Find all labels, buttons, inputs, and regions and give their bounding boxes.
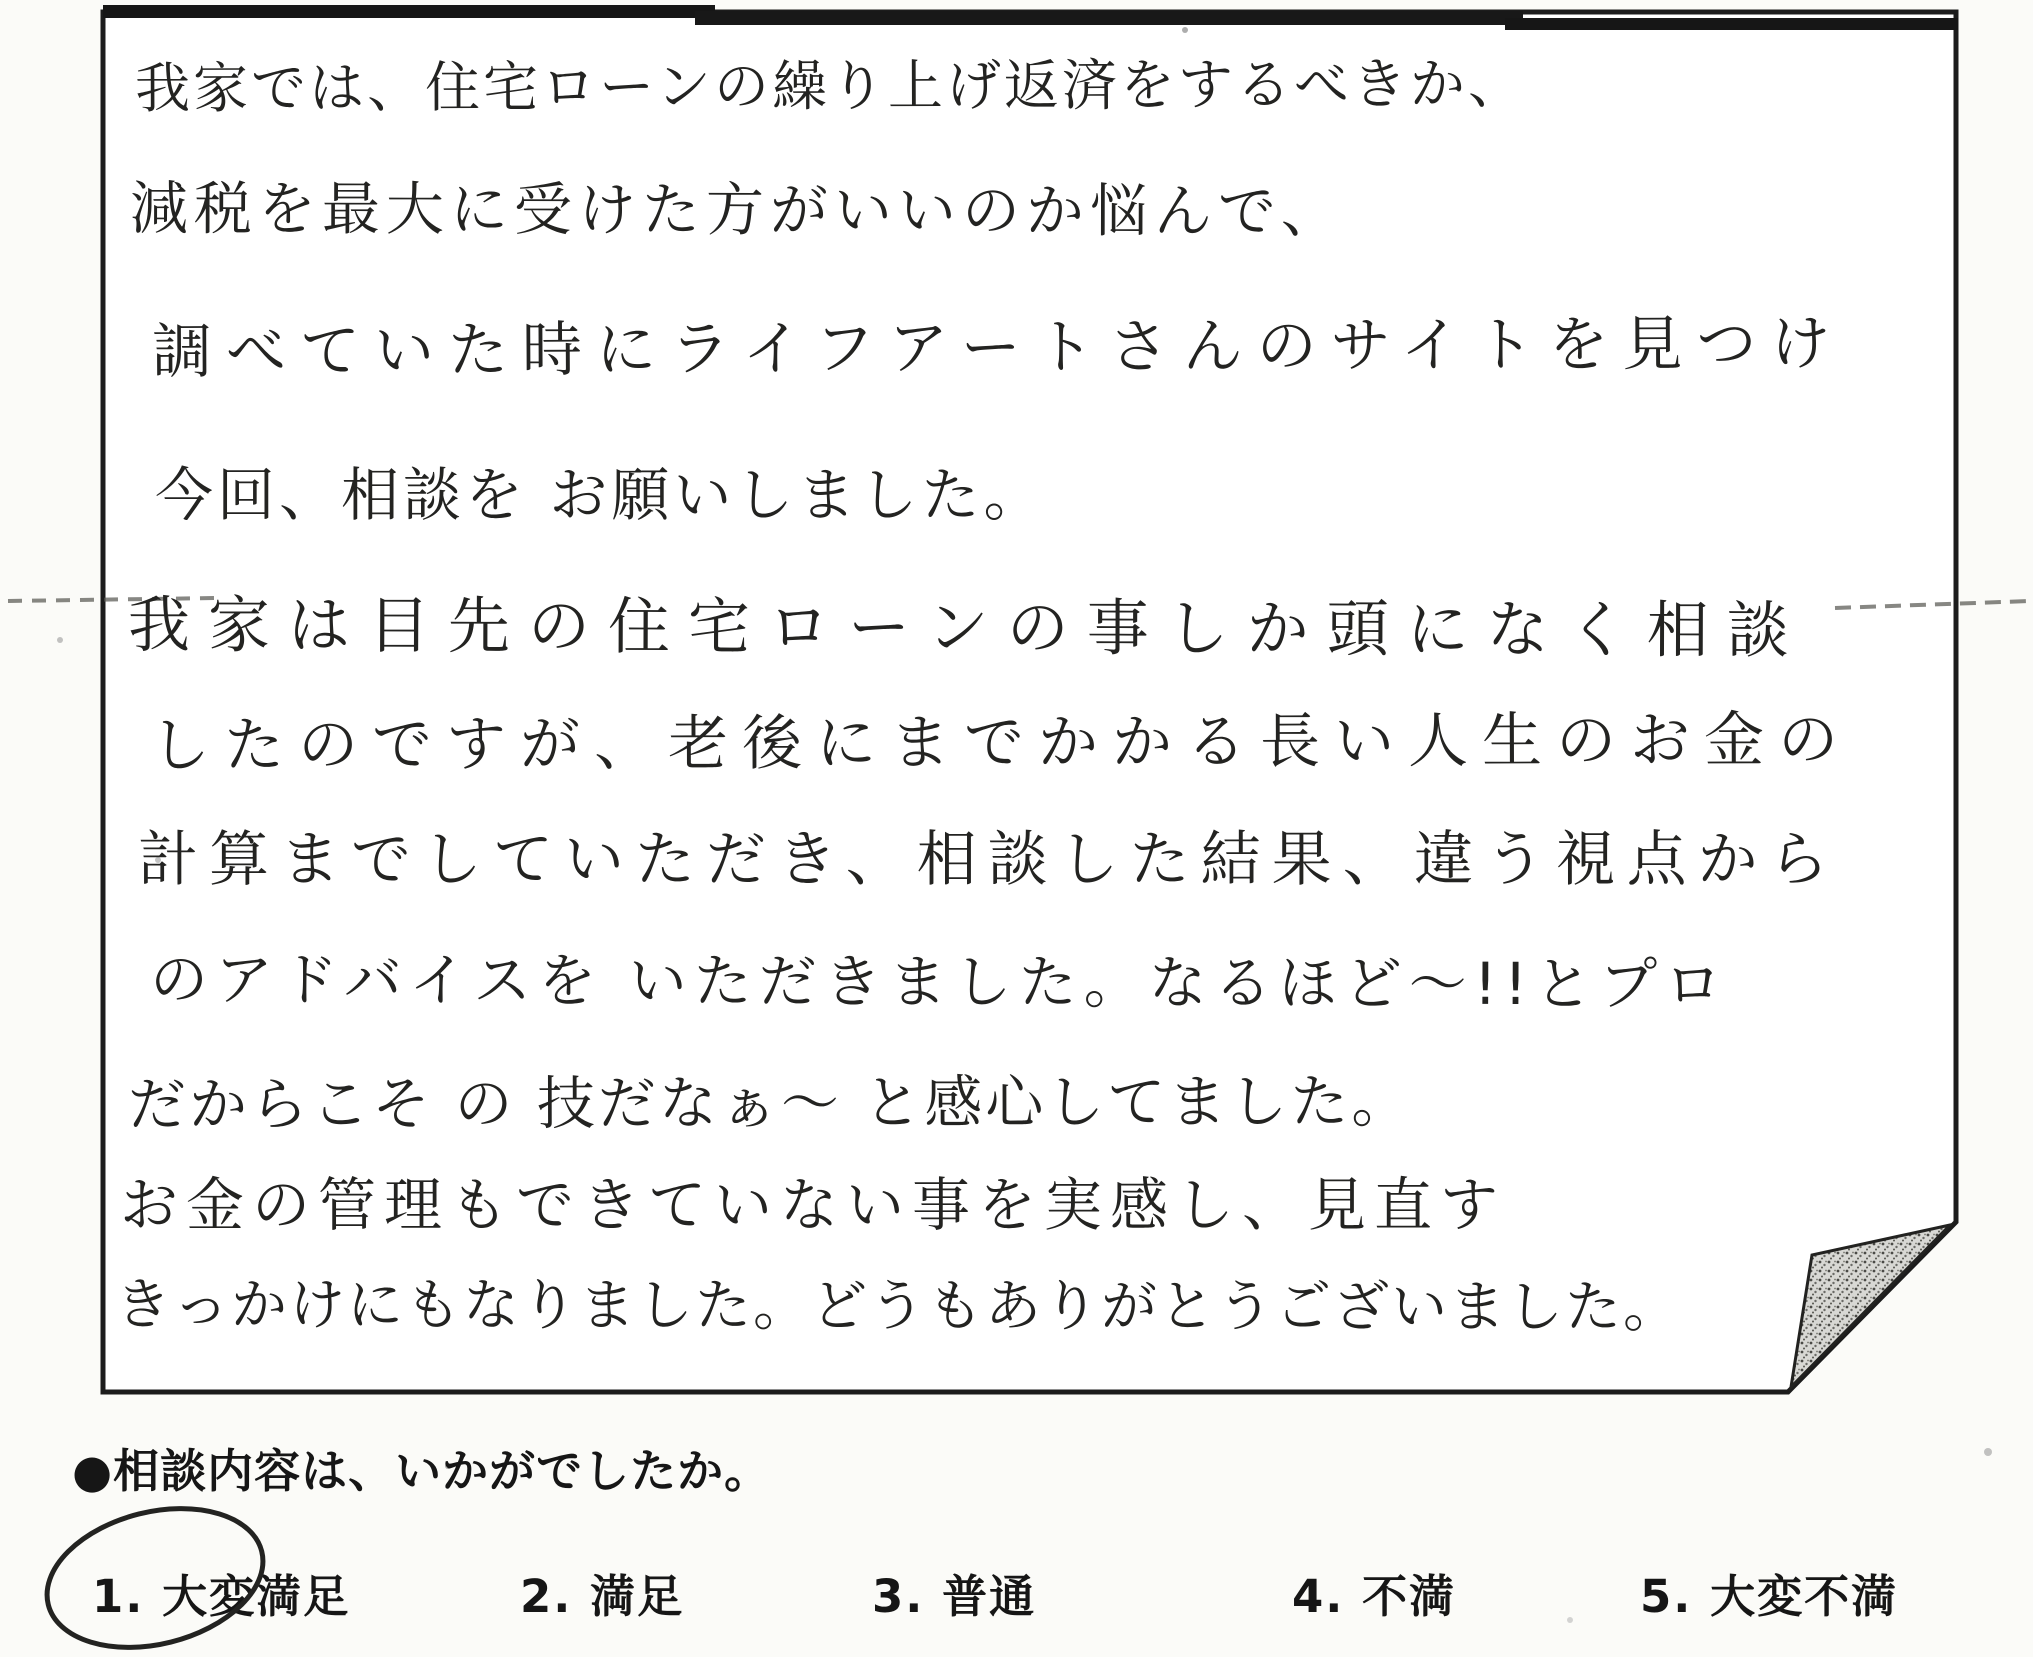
rating-option-1: 1. 大変満足 xyxy=(92,1570,351,1623)
scan-speck xyxy=(1984,1448,1992,1456)
scan-streak xyxy=(103,5,715,18)
rating-option-4: 4. 不満 xyxy=(1292,1570,1457,1623)
note-line-7: 計算までしていただき、相談した結果、違う視点から xyxy=(138,825,1840,895)
rating-option-3: 3. 普通 xyxy=(872,1570,1037,1623)
survey-question: ●相談内容は、いかがでしたか。 xyxy=(72,1444,772,1498)
scan-speck xyxy=(1182,27,1188,33)
scan-streak xyxy=(1505,18,1958,30)
note-line-4: 今回、相談を お願いしました。 xyxy=(155,461,1046,529)
scan-speck xyxy=(1567,1617,1573,1623)
note-line-5: 我家は目先の住宅ローンの事しか頭になく相談 xyxy=(127,588,1807,667)
note-line-9: だからこそ の 技だなぁ〜 と感心してました。 xyxy=(127,1067,1413,1139)
note-line-8: のアドバイスを いただきました。なるほど〜!!とプロ xyxy=(149,945,1730,1019)
note-line-10: お金の管理もできていない事を実感し、見直す xyxy=(120,1171,1507,1239)
rating-option-5: 5. 大変不満 xyxy=(1640,1570,1899,1623)
note-line-6: したのですが、老後にまでかかる長い人生のお金の xyxy=(149,705,1853,781)
note-line-3: 調べていた時にライフアートさんのサイトを見つけ xyxy=(151,308,1845,388)
scan-streak xyxy=(695,11,1523,25)
rating-option-2: 2. 満足 xyxy=(520,1570,685,1623)
note-line-1: 我家では、住宅ローンの繰り上げ返済をするべきか、 xyxy=(134,51,1527,121)
note-line-11: きっかけにもなりました。どうもありがとうございました。 xyxy=(114,1272,1682,1341)
scan-speck xyxy=(57,637,63,643)
note-line-2: 減税を最大に受けた方がいいのか悩んで、 xyxy=(129,174,1345,246)
